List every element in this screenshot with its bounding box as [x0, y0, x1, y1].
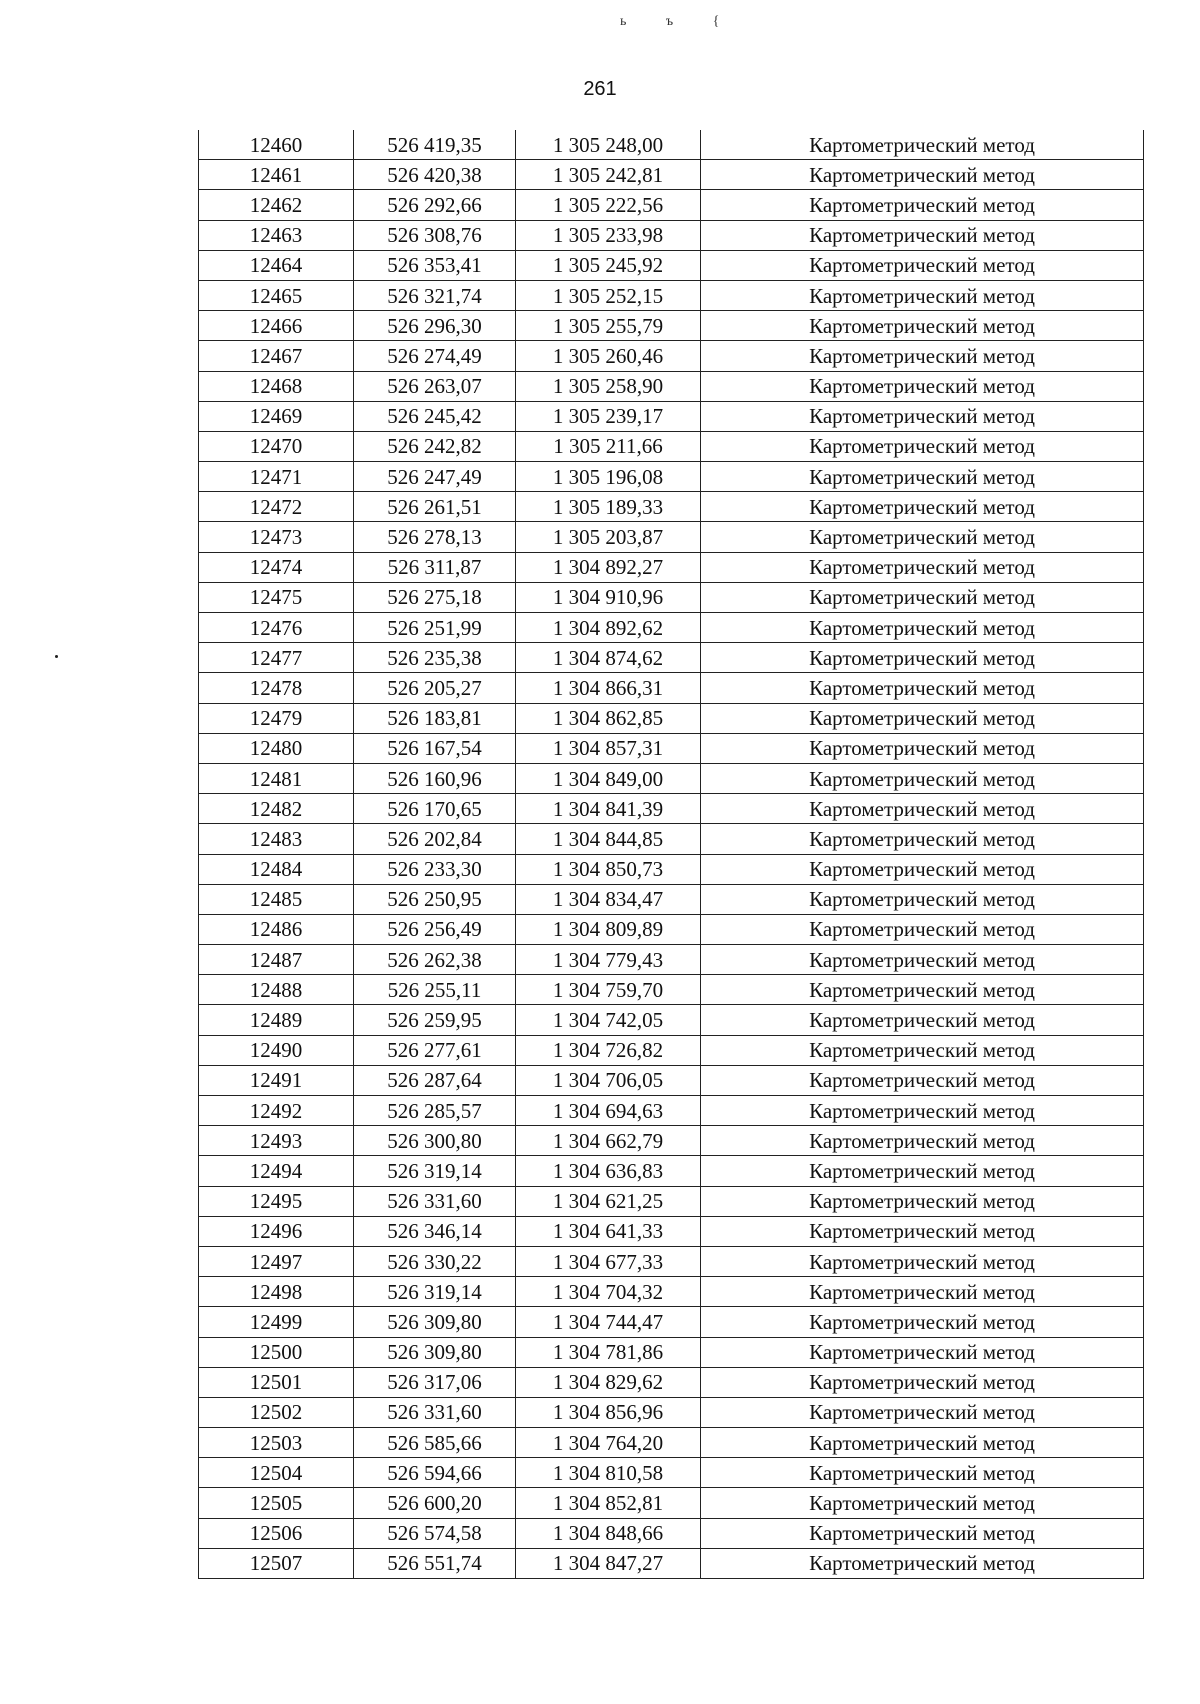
table-row [199, 1035, 1144, 1065]
table-row [199, 1005, 1144, 1035]
method-cell: Картометрический метод [701, 1035, 1144, 1065]
x-coordinate-cell: 526 317,06 [354, 1367, 516, 1397]
x-coordinate-cell: 526 167,54 [354, 733, 516, 763]
y-coordinate-cell: 1 305 258,90 [516, 371, 701, 401]
method-cell: Картометрический метод [701, 1458, 1144, 1488]
table-row [199, 250, 1144, 280]
point-number-cell: 12504 [199, 1458, 354, 1488]
method-cell: Картометрический метод [701, 1428, 1144, 1458]
x-coordinate-cell: 526 330,22 [354, 1246, 516, 1276]
y-coordinate-cell: 1 304 810,58 [516, 1458, 701, 1488]
point-number-cell: 12467 [199, 341, 354, 371]
table-row [199, 1156, 1144, 1186]
method-cell: Картометрический метод [701, 250, 1144, 280]
method-cell: Картометрический метод [701, 492, 1144, 522]
table-row [199, 1458, 1144, 1488]
method-cell: Картометрический метод [701, 1488, 1144, 1518]
method-cell: Картометрический метод [701, 1277, 1144, 1307]
method-cell: Картометрический метод [701, 763, 1144, 793]
point-number-cell: 12478 [199, 673, 354, 703]
method-cell: Картометрический метод [701, 1096, 1144, 1126]
y-coordinate-cell: 1 304 852,81 [516, 1488, 701, 1518]
table-row [199, 1065, 1144, 1095]
table-row [199, 522, 1144, 552]
point-number-cell: 12461 [199, 160, 354, 190]
x-coordinate-cell: 526 255,11 [354, 975, 516, 1005]
y-coordinate-cell: 1 304 862,85 [516, 703, 701, 733]
y-coordinate-cell: 1 305 248,00 [516, 130, 701, 160]
table-row [199, 945, 1144, 975]
y-coordinate-cell: 1 304 759,70 [516, 975, 701, 1005]
method-cell: Картометрический метод [701, 280, 1144, 310]
x-coordinate-cell: 526 311,87 [354, 552, 516, 582]
point-number-cell: 12479 [199, 703, 354, 733]
coordinates-table [198, 130, 1144, 1579]
point-number-cell: 12472 [199, 492, 354, 522]
method-cell: Картометрический метод [701, 552, 1144, 582]
x-coordinate-cell: 526 600,20 [354, 1488, 516, 1518]
y-coordinate-cell: 1 304 764,20 [516, 1428, 701, 1458]
x-coordinate-cell: 526 309,80 [354, 1337, 516, 1367]
x-coordinate-cell: 526 346,14 [354, 1216, 516, 1246]
y-coordinate-cell: 1 304 636,83 [516, 1156, 701, 1186]
table-row [199, 401, 1144, 431]
y-coordinate-cell: 1 305 245,92 [516, 250, 701, 280]
y-coordinate-cell: 1 304 781,86 [516, 1337, 701, 1367]
x-coordinate-cell: 526 296,30 [354, 311, 516, 341]
method-cell: Картометрический метод [701, 371, 1144, 401]
x-coordinate-cell: 526 250,95 [354, 884, 516, 914]
y-coordinate-cell: 1 304 834,47 [516, 884, 701, 914]
y-coordinate-cell: 1 304 742,05 [516, 1005, 701, 1035]
x-coordinate-cell: 526 331,60 [354, 1186, 516, 1216]
y-coordinate-cell: 1 304 706,05 [516, 1065, 701, 1095]
x-coordinate-cell: 526 245,42 [354, 401, 516, 431]
method-cell: Картометрический метод [701, 220, 1144, 250]
y-coordinate-cell: 1 304 848,66 [516, 1518, 701, 1548]
table-row [199, 1126, 1144, 1156]
x-coordinate-cell: 526 278,13 [354, 522, 516, 552]
x-coordinate-cell: 526 274,49 [354, 341, 516, 371]
method-cell: Картометрический метод [701, 1126, 1144, 1156]
point-number-cell: 12501 [199, 1367, 354, 1397]
table-row [199, 703, 1144, 733]
y-coordinate-cell: 1 304 849,00 [516, 763, 701, 793]
method-cell: Картометрический метод [701, 854, 1144, 884]
table-row [199, 643, 1144, 673]
method-cell: Картометрический метод [701, 1337, 1144, 1367]
method-cell: Картометрический метод [701, 401, 1144, 431]
table-row [199, 854, 1144, 884]
table-row [199, 311, 1144, 341]
table-row [199, 824, 1144, 854]
method-cell: Картометрический метод [701, 431, 1144, 461]
method-cell: Картометрический метод [701, 824, 1144, 854]
point-number-cell: 12480 [199, 733, 354, 763]
method-cell: Картометрический метод [701, 160, 1144, 190]
y-coordinate-cell: 1 305 255,79 [516, 311, 701, 341]
y-coordinate-cell: 1 304 857,31 [516, 733, 701, 763]
table-row [199, 190, 1144, 220]
point-number-cell: 12473 [199, 522, 354, 552]
method-cell: Картометрический метод [701, 130, 1144, 160]
x-coordinate-cell: 526 160,96 [354, 763, 516, 793]
table-row [199, 1337, 1144, 1367]
y-coordinate-cell: 1 304 704,32 [516, 1277, 701, 1307]
x-coordinate-cell: 526 275,18 [354, 582, 516, 612]
y-coordinate-cell: 1 304 856,96 [516, 1397, 701, 1427]
method-cell: Картометрический метод [701, 703, 1144, 733]
scan-speck [55, 655, 58, 658]
point-number-cell: 12487 [199, 945, 354, 975]
x-coordinate-cell: 526 292,66 [354, 190, 516, 220]
table-row [199, 280, 1144, 310]
method-cell: Картометрический метод [701, 733, 1144, 763]
x-coordinate-cell: 526 202,84 [354, 824, 516, 854]
y-coordinate-cell: 1 305 233,98 [516, 220, 701, 250]
table-row [199, 914, 1144, 944]
table-row [199, 794, 1144, 824]
method-cell: Картометрический метод [701, 1216, 1144, 1246]
method-cell: Картометрический метод [701, 341, 1144, 371]
y-coordinate-cell: 1 305 252,15 [516, 280, 701, 310]
y-coordinate-cell: 1 304 779,43 [516, 945, 701, 975]
table-row [199, 1096, 1144, 1126]
y-coordinate-cell: 1 304 726,82 [516, 1035, 701, 1065]
point-number-cell: 12507 [199, 1548, 354, 1578]
y-coordinate-cell: 1 304 677,33 [516, 1246, 701, 1276]
x-coordinate-cell: 526 319,14 [354, 1277, 516, 1307]
x-coordinate-cell: 526 321,74 [354, 280, 516, 310]
point-number-cell: 12481 [199, 763, 354, 793]
point-number-cell: 12474 [199, 552, 354, 582]
x-coordinate-cell: 526 419,35 [354, 130, 516, 160]
point-number-cell: 12484 [199, 854, 354, 884]
point-number-cell: 12465 [199, 280, 354, 310]
table-row [199, 1428, 1144, 1458]
point-number-cell: 12483 [199, 824, 354, 854]
x-coordinate-cell: 526 319,14 [354, 1156, 516, 1186]
method-cell: Картометрический метод [701, 1005, 1144, 1035]
y-coordinate-cell: 1 304 892,27 [516, 552, 701, 582]
x-coordinate-cell: 526 247,49 [354, 462, 516, 492]
y-coordinate-cell: 1 304 694,63 [516, 1096, 701, 1126]
y-coordinate-cell: 1 304 809,89 [516, 914, 701, 944]
point-number-cell: 12490 [199, 1035, 354, 1065]
y-coordinate-cell: 1 304 662,79 [516, 1126, 701, 1156]
y-coordinate-cell: 1 304 621,25 [516, 1186, 701, 1216]
method-cell: Картометрический метод [701, 945, 1144, 975]
table-row [199, 673, 1144, 703]
y-coordinate-cell: 1 304 892,62 [516, 613, 701, 643]
point-number-cell: 12468 [199, 371, 354, 401]
point-number-cell: 12488 [199, 975, 354, 1005]
x-coordinate-cell: 526 287,64 [354, 1065, 516, 1095]
x-coordinate-cell: 526 262,38 [354, 945, 516, 975]
x-coordinate-cell: 526 205,27 [354, 673, 516, 703]
table-row [199, 1246, 1144, 1276]
point-number-cell: 12460 [199, 130, 354, 160]
y-coordinate-cell: 1 305 203,87 [516, 522, 701, 552]
table-row [199, 160, 1144, 190]
method-cell: Картометрический метод [701, 1367, 1144, 1397]
x-coordinate-cell: 526 420,38 [354, 160, 516, 190]
table-row [199, 733, 1144, 763]
point-number-cell: 12471 [199, 462, 354, 492]
x-coordinate-cell: 526 585,66 [354, 1428, 516, 1458]
method-cell: Картометрический метод [701, 1518, 1144, 1548]
point-number-cell: 12463 [199, 220, 354, 250]
x-coordinate-cell: 526 251,99 [354, 613, 516, 643]
x-coordinate-cell: 526 277,61 [354, 1035, 516, 1065]
x-coordinate-cell: 526 259,95 [354, 1005, 516, 1035]
x-coordinate-cell: 526 331,60 [354, 1397, 516, 1427]
point-number-cell: 12464 [199, 250, 354, 280]
table-row [199, 975, 1144, 1005]
x-coordinate-cell: 526 551,74 [354, 1548, 516, 1578]
x-coordinate-cell: 526 300,80 [354, 1126, 516, 1156]
point-number-cell: 12466 [199, 311, 354, 341]
point-number-cell: 12491 [199, 1065, 354, 1095]
table-row [199, 462, 1144, 492]
point-number-cell: 12506 [199, 1518, 354, 1548]
x-coordinate-cell: 526 309,80 [354, 1307, 516, 1337]
x-coordinate-cell: 526 242,82 [354, 431, 516, 461]
y-coordinate-cell: 1 304 850,73 [516, 854, 701, 884]
method-cell: Картометрический метод [701, 462, 1144, 492]
method-cell: Картометрический метод [701, 1156, 1144, 1186]
method-cell: Картометрический метод [701, 613, 1144, 643]
method-cell: Картометрический метод [701, 1186, 1144, 1216]
point-number-cell: 12482 [199, 794, 354, 824]
point-number-cell: 12499 [199, 1307, 354, 1337]
method-cell: Картометрический метод [701, 522, 1144, 552]
table-row [199, 220, 1144, 250]
point-number-cell: 12496 [199, 1216, 354, 1246]
point-number-cell: 12475 [199, 582, 354, 612]
y-coordinate-cell: 1 305 196,08 [516, 462, 701, 492]
point-number-cell: 12476 [199, 613, 354, 643]
point-number-cell: 12489 [199, 1005, 354, 1035]
method-cell: Картометрический метод [701, 582, 1144, 612]
point-number-cell: 12469 [199, 401, 354, 431]
table-row [199, 1548, 1144, 1578]
table-row [199, 1216, 1144, 1246]
method-cell: Картометрический метод [701, 914, 1144, 944]
table-row [199, 1397, 1144, 1427]
x-coordinate-cell: 526 261,51 [354, 492, 516, 522]
method-cell: Картометрический метод [701, 673, 1144, 703]
x-coordinate-cell: 526 263,07 [354, 371, 516, 401]
x-coordinate-cell: 526 285,57 [354, 1096, 516, 1126]
point-number-cell: 12493 [199, 1126, 354, 1156]
table-row [199, 1277, 1144, 1307]
method-cell: Картометрический метод [701, 794, 1144, 824]
scan-marks: ь ъ { [620, 14, 738, 29]
y-coordinate-cell: 1 304 874,62 [516, 643, 701, 673]
method-cell: Картометрический метод [701, 1307, 1144, 1337]
table-row [199, 130, 1144, 160]
point-number-cell: 12485 [199, 884, 354, 914]
y-coordinate-cell: 1 304 910,96 [516, 582, 701, 612]
table-row [199, 1307, 1144, 1337]
x-coordinate-cell: 526 574,58 [354, 1518, 516, 1548]
x-coordinate-cell: 526 183,81 [354, 703, 516, 733]
y-coordinate-cell: 1 305 222,56 [516, 190, 701, 220]
table-row [199, 431, 1144, 461]
x-coordinate-cell: 526 235,38 [354, 643, 516, 673]
page-number: 261 [583, 78, 617, 100]
y-coordinate-cell: 1 305 242,81 [516, 160, 701, 190]
table-row [199, 552, 1144, 582]
table-row [199, 371, 1144, 401]
x-coordinate-cell: 526 170,65 [354, 794, 516, 824]
method-cell: Картометрический метод [701, 1065, 1144, 1095]
table-row [199, 492, 1144, 522]
x-coordinate-cell: 526 594,66 [354, 1458, 516, 1488]
point-number-cell: 12503 [199, 1428, 354, 1458]
table-row [199, 884, 1144, 914]
y-coordinate-cell: 1 304 866,31 [516, 673, 701, 703]
point-number-cell: 12502 [199, 1397, 354, 1427]
point-number-cell: 12497 [199, 1246, 354, 1276]
point-number-cell: 12477 [199, 643, 354, 673]
y-coordinate-cell: 1 305 260,46 [516, 341, 701, 371]
method-cell: Картометрический метод [701, 1548, 1144, 1578]
point-number-cell: 12498 [199, 1277, 354, 1307]
point-number-cell: 12492 [199, 1096, 354, 1126]
method-cell: Картометрический метод [701, 884, 1144, 914]
table-row [199, 341, 1144, 371]
table-row [199, 582, 1144, 612]
y-coordinate-cell: 1 304 844,85 [516, 824, 701, 854]
x-coordinate-cell: 526 308,76 [354, 220, 516, 250]
table-row [199, 1488, 1144, 1518]
y-coordinate-cell: 1 304 829,62 [516, 1367, 701, 1397]
method-cell: Картометрический метод [701, 311, 1144, 341]
method-cell: Картометрический метод [701, 1397, 1144, 1427]
table-row [199, 1518, 1144, 1548]
point-number-cell: 12500 [199, 1337, 354, 1367]
x-coordinate-cell: 526 353,41 [354, 250, 516, 280]
y-coordinate-cell: 1 304 744,47 [516, 1307, 701, 1337]
table-row [199, 763, 1144, 793]
point-number-cell: 12494 [199, 1156, 354, 1186]
y-coordinate-cell: 1 305 211,66 [516, 431, 701, 461]
point-number-cell: 12495 [199, 1186, 354, 1216]
method-cell: Картометрический метод [701, 643, 1144, 673]
y-coordinate-cell: 1 305 189,33 [516, 492, 701, 522]
method-cell: Картометрический метод [701, 1246, 1144, 1276]
y-coordinate-cell: 1 304 841,39 [516, 794, 701, 824]
table-row [199, 1186, 1144, 1216]
y-coordinate-cell: 1 304 847,27 [516, 1548, 701, 1578]
x-coordinate-cell: 526 256,49 [354, 914, 516, 944]
point-number-cell: 12462 [199, 190, 354, 220]
method-cell: Картометрический метод [701, 190, 1144, 220]
y-coordinate-cell: 1 305 239,17 [516, 401, 701, 431]
point-number-cell: 12505 [199, 1488, 354, 1518]
method-cell: Картометрический метод [701, 975, 1144, 1005]
point-number-cell: 12486 [199, 914, 354, 944]
y-coordinate-cell: 1 304 641,33 [516, 1216, 701, 1246]
point-number-cell: 12470 [199, 431, 354, 461]
table-row [199, 1367, 1144, 1397]
coordinates-table-body [199, 130, 1144, 1579]
x-coordinate-cell: 526 233,30 [354, 854, 516, 884]
table-row [199, 613, 1144, 643]
